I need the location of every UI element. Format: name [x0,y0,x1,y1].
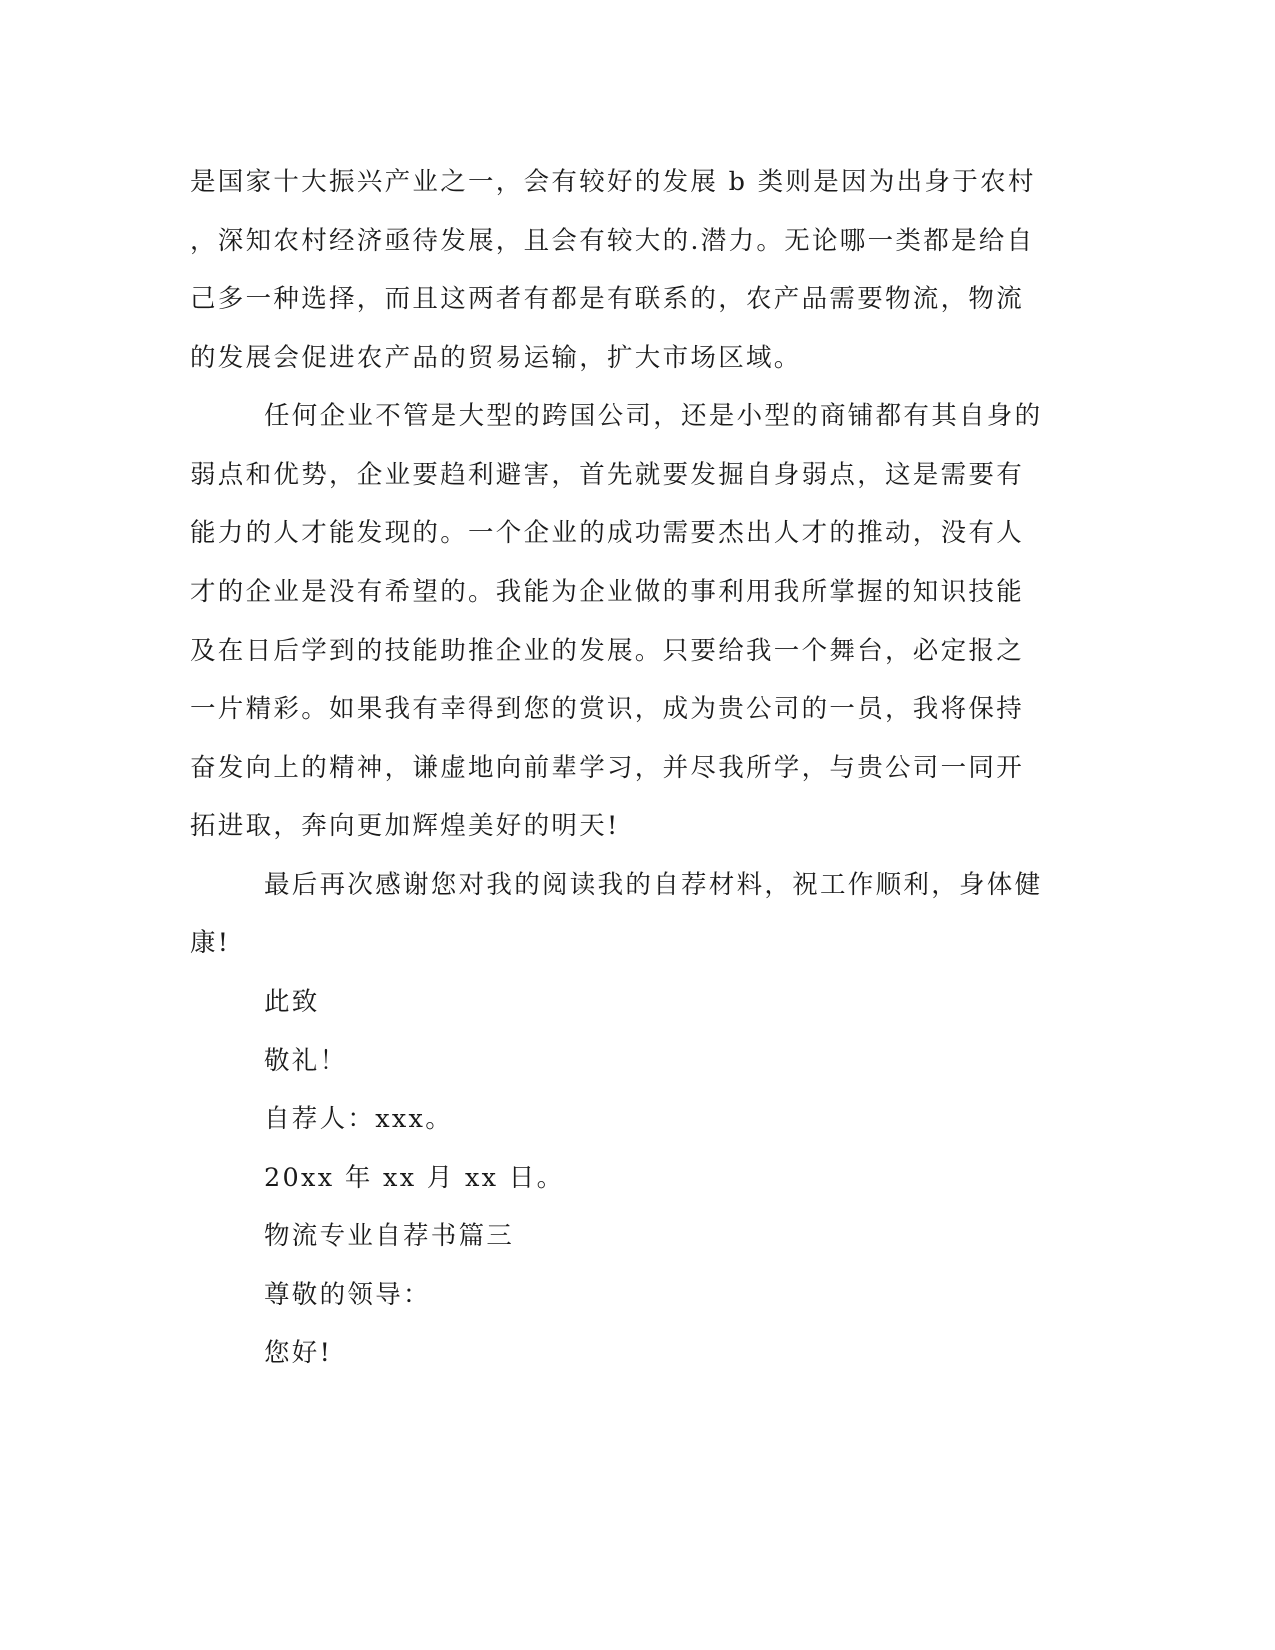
letter-greeting: 尊敬的领导： [264,1280,431,1310]
letter-hello: 您好! [264,1338,333,1368]
date-line: 20xx 年 xx 月 xx 日。 [264,1163,565,1193]
closing-salutation: 此致 [264,987,320,1017]
section-title: 物流专业自荐书篇三 [264,1221,515,1251]
paragraph-line: 是国家十大振兴产业之一，会有较好的发展 b 类则是因为出身于农村 [190,167,1036,197]
paragraph-line: 能力的人才能发现的。一个企业的成功需要杰出人才的推动，没有人 [190,518,1025,548]
paragraph-line: 才的企业是没有希望的。我能为企业做的事利用我所掌握的知识技能 [190,577,1025,607]
paragraph-line: 弱点和优势，企业要趋利避害，首先就要发掘自身弱点，这是需要有 [190,460,1025,490]
closing-regards: 敬礼！ [264,1046,348,1076]
paragraph-line: 任何企业不管是大型的跨国公司，还是小型的商铺都有其自身的 [264,401,1043,431]
paragraph-line: 一片精彩。如果我有幸得到您的赏识，成为贵公司的一员，我将保持 [190,694,1025,724]
paragraph-line: 最后再次感谢您对我的阅读我的自荐材料，祝工作顺利，身体健 [264,870,1043,900]
paragraph-line: 己多一种选择，而且这两者有都是有联系的，农产品需要物流，物流 [190,284,1025,314]
signer-line: 自荐人：xxx。 [264,1104,454,1134]
paragraph-line: 的发展会促进农产品的贸易运输，扩大市场区域。 [190,343,802,373]
paragraph-line: 及在日后学到的技能助推企业的发展。只要给我一个舞台，必定报之 [190,636,1025,666]
paragraph-line: ，深知农村经济亟待发展，且会有较大的.潜力。无论哪一类都是给自 [190,226,1035,256]
paragraph-line: 拓进取，奔向更加辉煌美好的明天! [190,811,620,841]
paragraph-line: 奋发向上的精神，谦虚地向前辈学习，并尽我所学，与贵公司一同开 [190,753,1025,783]
paragraph-line: 康! [190,928,231,958]
